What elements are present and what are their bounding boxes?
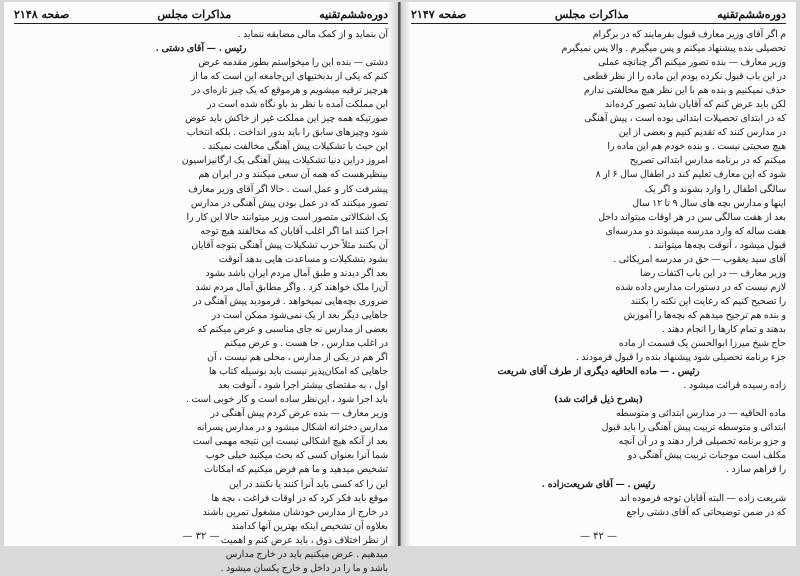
- left-page-header: [14, 8, 388, 24]
- text-line: باشد و ما را در داخل و خارج یکسان میشود .: [220, 562, 388, 574]
- text-line: اینها و مدارس بچه های سال ۹ تا ۱۲ سال: [632, 197, 786, 209]
- text-line: بشود بتشکیلات و مساعدت هایی بدهد آنوقت: [218, 253, 388, 265]
- text-line: مدارس دخترانه اشکال میشود و در مدارس پسرانه: [196, 422, 388, 434]
- text-line: در اغلب مدارس ، جا هست . و عرض میکنم: [224, 338, 388, 350]
- text-line: تحصیلی بنده پیشنهاد میکنم و پس میگیرم . والا پس نمیگیرم: [561, 43, 786, 55]
- text-line: وزیر معارف — بنده عرض کردم پیش آهنگی در: [210, 408, 388, 420]
- text-line: ماده الحاقیه — در مدارس ابتدائی و متوسطه: [616, 408, 786, 420]
- text-line: آن‌را ملک خواهند کرد . واگر مطابق آمال مردم نشد: [195, 281, 388, 293]
- left-header-volume: دوره‌ششم‌تقنیه: [319, 8, 388, 21]
- text-line: هرچیز ترقیه میشویم و هرموقع که یک چیز تازه‌ای در: [191, 85, 388, 97]
- text-line: آقای سید یعقوب — حق در مدرسه امریکائی .: [613, 253, 786, 265]
- text-line: امروز دراین دنیا تشکیلات پیش آهنگی یک ارگانیزاسیون: [181, 155, 388, 167]
- text-line: میکنم که در برنامه مدارس ابتدائی تصریح: [629, 155, 786, 167]
- text-line: شما آنرا بعنوان کسی که بحث میکنید خیلی خوب: [205, 450, 388, 462]
- text-line: و بنده هم ترجیح میدهم که بچه‌ها را آموزش: [623, 309, 786, 321]
- text-line: میدهیم . عرض میکنیم باید در خارج مدارس: [225, 548, 388, 560]
- text-line: جاهایی که امکان‌پذیر نیست باید بوسیله کتاب ها: [208, 366, 388, 378]
- right-page-body: [411, 28, 786, 520]
- text-line: صورتیکه همه چیز این مملکت غیر از خاکش باید عوض: [185, 113, 388, 125]
- text-line: که در ضمن توضیحاتی که آقای دشتی راجع: [626, 506, 786, 518]
- text-line: تصور میکنند که در عمل بودن پیش آهنگی در مدارس: [190, 197, 388, 209]
- text-line: موقع باید فکر کرد که در اوقات فراغت ، بچه ها: [211, 492, 388, 504]
- text-line: لازم نیست که در دستورات مدارس داده شده: [615, 281, 786, 293]
- text-line: این مملکت آمده با نظر بد باو نگاه شده است در: [206, 99, 388, 111]
- text-line: رئیس . — آقای دشتی .: [155, 43, 247, 55]
- text-line: را تصحیح کنیم که رعایت این نکته را بکنند: [630, 295, 786, 307]
- text-line: بعلاوه آن تشخیص اینکه بهترین آنها کدامند: [231, 520, 388, 532]
- text-line: در این باب قبول نکرده بودم این ماده‌ را از نظر قطعی: [583, 71, 786, 83]
- text-line: شریعت زاده — البته آقایان توجه فرموده اند: [619, 492, 786, 504]
- text-line: رئیس . — ماده الحاقیه دیگری از طرف آقای شریعت‌: [497, 366, 700, 378]
- left-page: [4, 2, 400, 574]
- text-line: تشخیص میدهید و ما هم فرض میکنیم که امکانات: [203, 464, 388, 476]
- text-line: را فراهم سازد .: [726, 464, 786, 476]
- text-line: هفت ساله که وارد مدرسه میشوند دو مدرسه‌ای: [605, 225, 786, 237]
- text-line: حذف نمیکنیم و بنده هم با این نظر هیچ مخالفتی ندارم: [583, 85, 786, 97]
- text-line: وزیر معارف — بنده تصور میکنم اگر چنانچه عملی: [598, 57, 786, 69]
- right-page-footer: — ۴۲ —: [579, 531, 618, 542]
- text-line: بعضی از مدارس نه جای مناسبی و عرض میکنم که: [197, 323, 388, 335]
- text-line: در مدارس کنند که تقدیم کنیم و بعضی از این: [618, 127, 786, 139]
- text-line: بینظیرهست که همه آن سعی میکنند و در ایران هم: [198, 169, 388, 181]
- left-page-footer: — ۳۲ —: [182, 531, 220, 542]
- text-line: در خارج از مدارس خودشان مشغول تمرین باشند: [202, 506, 388, 518]
- left-page-binding-shadow: [388, 2, 398, 546]
- text-line: ابتدائی و متوسطه تربیت پیش آهنگی را باید قبول: [601, 422, 786, 434]
- right-page-header: [411, 8, 786, 24]
- text-line: ضروری بچه‌هایی نمیخواهد . فرمودید پیش آهنگی در: [192, 295, 388, 307]
- text-line: شود که این معارف تعلیم کند در اطفال سال ۶ از ۸: [595, 169, 786, 181]
- text-line: م اگر آقای وزیر معارف قبول بفرمایند که در برگرام: [592, 29, 786, 40]
- text-line: بدهند و تمام کارها را انجام دهند .: [661, 323, 786, 335]
- text-line: اول ، به مقتضای بیشتر اجرا شود ، آنوقت بعد: [217, 380, 388, 392]
- right-page-binding-shadow: [401, 2, 411, 546]
- text-line: دشتی — بنده این را میخواستم بطور مقدمه عرض: [198, 57, 388, 69]
- text-line: بعد اگر دیدند و طبق آمال مردم ایران باشد بشود: [205, 267, 388, 279]
- text-line: هیچ صحبتی نیست . و بنده خودم هم این ماده را: [607, 141, 786, 153]
- text-line: پیشرفت کار و عمل است . حالا اگر آقای وزیر معارف: [188, 183, 388, 195]
- text-line: سالگی اطفال را وارد بشوند و اگر یک: [644, 183, 786, 195]
- text-line: (بشرح ذیل قرائت شد): [553, 394, 644, 406]
- right-header-title: مذاکرات مجلس: [554, 8, 629, 21]
- right-header-volume: دوره‌ششم‌تقنیه: [717, 8, 786, 21]
- text-line: مکلف است موجبات تربیت پیش آهنگی دو: [627, 450, 786, 462]
- text-line: و جزو برنامه تحصیلی قرار دهند و در آن آنچه: [618, 436, 786, 448]
- left-page-body: [14, 28, 388, 576]
- text-line: رئیس . — آقای شریعت‌زاده .: [541, 478, 656, 490]
- text-line: که در ابتدای تحصیلات ابتدائی بوده‌ است ، پیش آهنگی: [584, 113, 786, 125]
- text-line: این حیث با تشکیلات پیش آهنگی مخالفت نمیکند .: [202, 141, 388, 153]
- text-line: آن بکنند مثلاً حزب تشکیلات پیش آهنگی بتوجه آقایان: [191, 239, 388, 251]
- text-line: بعد از آنکه هیچ اشکالی نیست این نتیجه مهمی است: [192, 436, 388, 448]
- text-line: باید اجرا شود ، این‌نظر ساده است و کار خوبی است .: [186, 394, 388, 406]
- text-line: جاهایی دیگر بعد از یک نمی‌شود ممکن است در: [211, 309, 388, 321]
- text-line: کنم که یکی از بدبختیهای این‌جامعه این است که ما از: [190, 71, 388, 83]
- text-line: این را که کسی باید آنرا کنند یا نکنند در این: [229, 478, 388, 490]
- book-spread: [4, 2, 796, 574]
- text-line: شود وچیزهای سابق را باید بدور انداخت . بلکه انتخاب: [186, 127, 388, 139]
- left-header-title: مذاکرات مجلس: [157, 8, 232, 21]
- text-line: زاده رسیده قرائت میشود .: [683, 380, 786, 392]
- left-header-page-number: صفحه ۲۱۴۸: [14, 8, 70, 21]
- text-line: از نظر اختلاف ذوق ، باید عرض کنم و اهمیت: [220, 534, 388, 546]
- text-line: اجرا کنند اما اگر اغلب آقایان که مخالفند هیچ توجه: [200, 225, 388, 237]
- text-line: وزیر معارف — در این باب اکتفات رضا: [640, 267, 786, 279]
- text-line: لکن باید عرض کنم که آقایان شاید تصور کرده‌اند: [604, 99, 786, 111]
- text-line: حاج شیخ میرزا ابوالحسن یک قسمت از ماده: [618, 338, 786, 350]
- right-header-page-number: صفحه ۲۱۴۷: [411, 8, 467, 21]
- text-line: اگر هم در یکی از مدارس ، محلی هم نیست ، آن: [207, 352, 388, 364]
- text-line: جزء برنامه تحصیلی شود پیشنهاد بنده را قبول فرمودند .: [575, 352, 786, 364]
- text-line: بعد از هفت سالگی سن در هر اوقات میتواند داخل: [598, 211, 786, 223]
- text-line: یک اشکالاتی متصور است وزیر میتوانند حالا این کار را: [186, 211, 388, 223]
- text-line: قبول میشود ، آنوقت بچه‌ها میتوانند .: [648, 239, 786, 251]
- right-page: [400, 2, 796, 546]
- text-line: آن بنماید و از کمک مالی مضایقه ننماید .: [237, 29, 388, 40]
